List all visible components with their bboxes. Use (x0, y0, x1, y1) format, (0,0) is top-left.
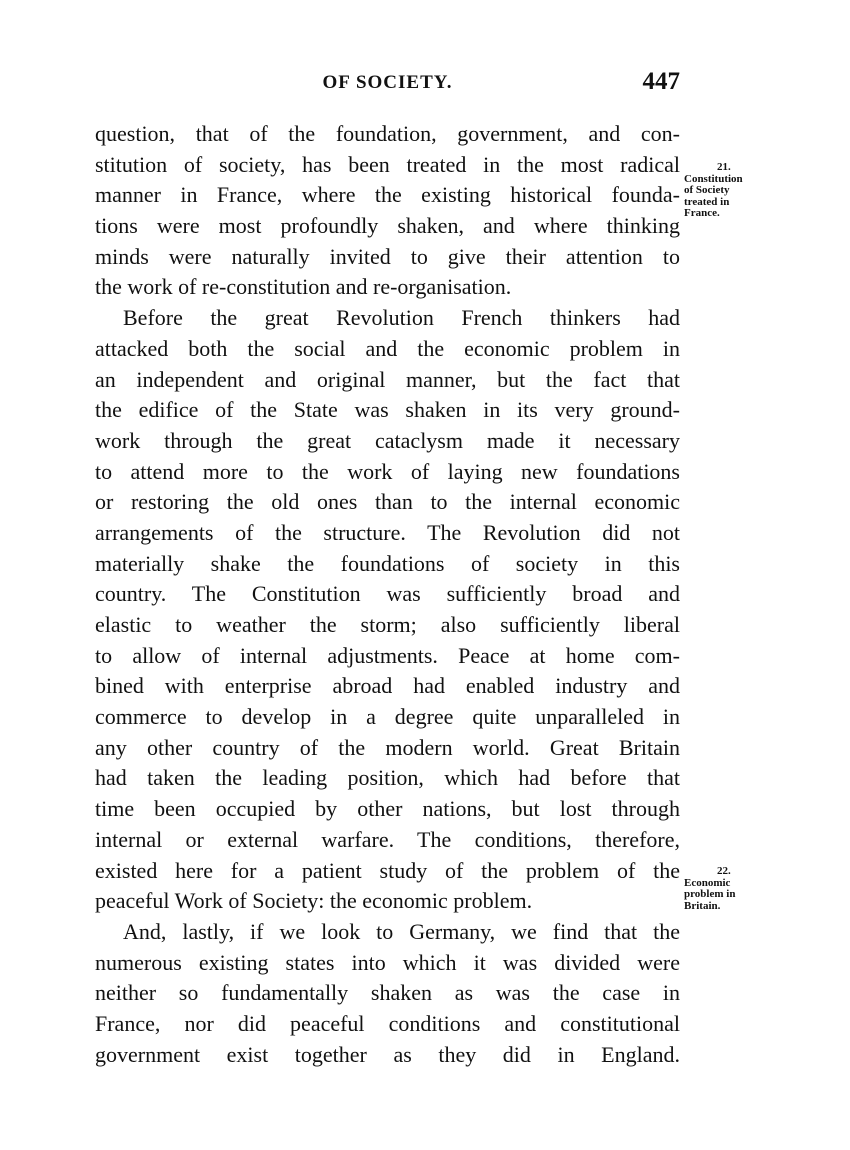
text-line: country. The Constitution was sufficiently broad and (95, 581, 680, 607)
text-line: or restoring the old ones than to the internal economic (95, 489, 680, 515)
text-line: any other country of the modern world. Great Britain (95, 734, 680, 760)
text-line: question, that of the foundation, government, and con- (95, 121, 680, 146)
text-line: tions were most profoundly shaken, and where thinking (95, 213, 680, 239)
text-line: France, nor did peaceful conditions and constitutional (95, 1010, 680, 1036)
running-head-title: OF SOCIETY. (322, 72, 453, 93)
text-line: neither so fundamentally shaken as was the case in (95, 980, 680, 1006)
text-line: government exist together as they did in England. (95, 1041, 680, 1067)
page-number: 447 (642, 68, 680, 95)
text-line: materially shake the foundations of society in this (95, 550, 680, 576)
text-line: minds were naturally invited to give their attention to (95, 243, 680, 269)
text-line: bined with enterprise abroad had enabled industry and (95, 673, 680, 699)
side-note-line: treated in (684, 195, 730, 208)
text-line: manner in France, where the existing historical founda- (95, 182, 680, 208)
side-note-line: Britain. (684, 899, 721, 912)
text-line: the work of re-constitution and re-organisation. (95, 274, 512, 300)
text-line: arrangements of the structure. The Revolution did not (95, 519, 680, 545)
side-note-22 (684, 866, 735, 912)
body-text (95, 119, 680, 1070)
text-line: existed here for a patient study of the problem of the (95, 857, 680, 883)
text-line: the edifice of the State was shaken in its very ground- (95, 397, 680, 423)
text-line: elastic to weather the storm; also sufficiently liberal (95, 612, 680, 637)
side-note-number: 21. (717, 161, 731, 173)
paragraph-start-line: Before the great Revolution French thinkers had (123, 305, 680, 331)
text-line: to attend more to the work of laying new foundations (95, 458, 680, 484)
side-note-line: France. (684, 207, 720, 219)
side-note-line: Constitution (684, 172, 743, 185)
side-note-line: Economic (684, 876, 731, 889)
running-head (95, 68, 680, 102)
text-line: attacked both the social and the economic problem in (95, 335, 680, 361)
text-line: had taken the leading position, which had before that (95, 765, 680, 791)
paragraph-start-line: And, lastly, if we look to Germany, we find that the (123, 918, 680, 944)
text-line: commerce to develop in a degree quite unparalleled in (95, 704, 680, 730)
text-line: work through the great cataclysm made it necessary (95, 427, 680, 453)
side-note-line: problem in (684, 888, 736, 900)
side-note-line: of Society (684, 184, 730, 196)
text-line: stitution of society, has been treated in the most radical (95, 151, 680, 177)
side-note-21 (684, 162, 743, 220)
text-line: time been occupied by other nations, but lost through (95, 796, 680, 822)
side-note-number: 22. (717, 865, 731, 877)
text-line: peaceful Work of Society: the economic problem. (95, 888, 533, 914)
text-line: numerous existing states into which it was divided were (95, 949, 680, 975)
text-line: an independent and original manner, but the fact that (95, 366, 680, 392)
text-line: internal or external warfare. The conditions, therefore, (95, 826, 680, 852)
text-line: to allow of internal adjustments. Peace at home com- (95, 642, 680, 668)
